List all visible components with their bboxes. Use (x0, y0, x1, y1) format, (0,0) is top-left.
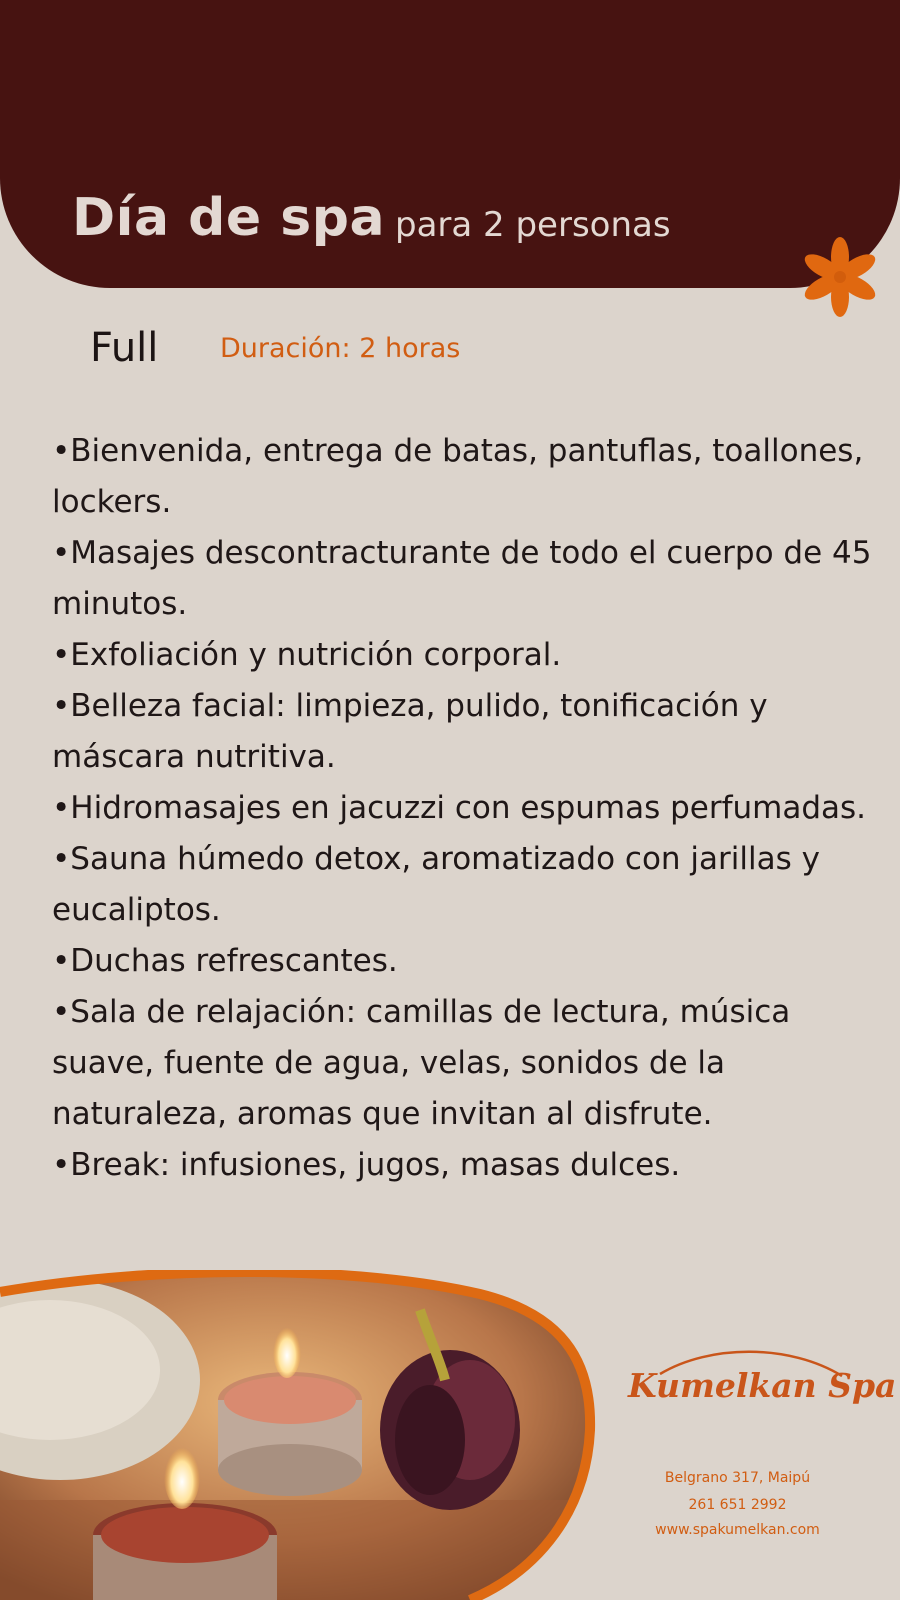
orange-flower-icon (800, 234, 880, 320)
services-list (52, 426, 882, 1191)
brand-website[interactable]: www.spakumelkan.com (655, 1522, 820, 1538)
service-item: •Belleza facial: limpieza, pulido, tonificación y máscara nutritiva. (52, 688, 768, 775)
brand-address: Belgrano 317, Maipú (664, 1470, 811, 1486)
service-item: •Break: infusiones, jugos, masas dulces. (52, 1147, 681, 1183)
package-duration: Duración: 2 horas (220, 333, 461, 364)
service-item: •Sauna húmedo detox, aromatizado con jarillas y eucaliptos. (52, 841, 820, 928)
header-banner (0, 0, 900, 288)
service-item: •Duchas refrescantes. (52, 943, 398, 979)
service-item: •Hidromasajes en jacuzzi con espumas perfumadas. (52, 790, 867, 826)
service-item: •Exfoliación y nutrición corporal. (52, 637, 562, 673)
service-item: •Bienvenida, entrega de batas, pantuflas, toallones, lockers. (52, 433, 864, 520)
service-item: •Sala de relajación: camillas de lectura, música suave, fuente de agua, velas, sonidos de la naturaleza, aromas que invitan al disfrute. (52, 994, 791, 1132)
brand-logo: Kumelkan Spa (628, 1366, 897, 1405)
page-title: Día de spa (72, 188, 386, 248)
brand-phone: 261 651 2992 (688, 1497, 787, 1513)
service-item: •Masajes descontracturante de todo el cuerpo de 45 minutos. (52, 535, 872, 622)
package-name: Full (90, 325, 159, 371)
candles-photo (0, 1270, 600, 1600)
page-subtitle: para 2 personas (395, 205, 671, 245)
